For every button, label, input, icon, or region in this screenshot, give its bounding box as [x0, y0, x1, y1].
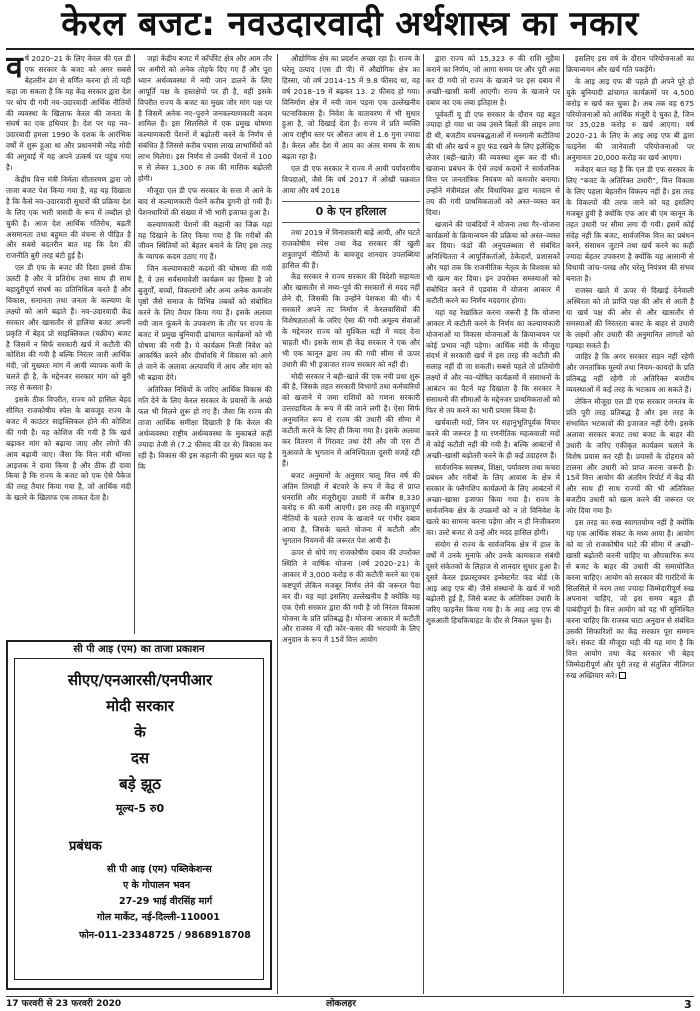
- ad-publisher-line: गोल मार्केट, नई-दिल्ली-110001: [97, 912, 220, 923]
- paragraph: औद्योगिक क्षेत्र का प्रदर्शन अच्छा रहा है। राज्य के घरेलू उत्पाद (एस डी पी) में औद्योगिक क्षेत्र का हिस्सा, जो वर्ष 2014–15 में 9.8 फीसद था, वह वर्ष 2018–19 में बढ़कर 13. 2 फीसद हो गया। विनिर्माण क्षेत्र में नयी जान पड़ना एक उल्लेखनीय घटनाविकास है। निवेश के वातावरण में भी सुधार हुआ है, जो दिखाई देता है। राज्य में प्रति व्यक्ति आय राष्ट्रीय स्तर पर औसत आय से 1.6 गुना ज्यादा है। केरल और देश में आय का अंतर समय के साथ बढ़ता रहा है।: [282, 54, 420, 162]
- ad-phone: फोन-011-23348725 / 9868918708: [79, 930, 251, 941]
- ad-title: सी पी आइ (एम) का ताजा प्रकाशन: [73, 644, 205, 655]
- paragraph: जहां केंद्रीय बजट में कॉर्पोरेट क्षेत्र और आम तौर पर अमीरों को अनेक तोहफे दिए गए हैं और पूरा ध्यान अर्थव्यवस्था में नयी जान डालने के लिए आपूर्ति पक्ष के हस्तक्षेपों पर ही है, वहीं इसके विपरीत राज्य के बजट का मुख्य जोर मांग पक्ष पर है जिसमें अनेक नए–पुराने जनकल्याणकारी कदम शामिल हैं। इस सिलसिले में एक प्रमुख घोषणा कल्याणकारी पेंशनों में बढ़ोतरी करने के निर्णय से संबंधित है जिससे करीब पचास लाख लाभार्थियों को लाभ मिलेगा। इस निर्णय से उनकी पेंशनों में 100 रु से लेकर 1,300 रु तक की मासिक बढ़ोतरी होगी।: [138, 54, 272, 183]
- article-column-4: [426, 54, 560, 996]
- ad-publisher-line: ए के गोपालन भवन: [123, 880, 191, 891]
- column-divider: [563, 54, 564, 994]
- end-square-icon: [619, 672, 626, 679]
- ad-price: मूल्य-5 रु0: [115, 802, 165, 815]
- ad-inner-box: [14, 658, 264, 980]
- paragraph: एल डी एफ सरकार ने राज्य में आयी पर्यावरणीय विपदाओं, जैसे कि वर्ष 2017 में ओखी चक्रवात आया और वर्ष 2018: [282, 164, 420, 195]
- drop-cap: व: [6, 54, 23, 85]
- footer-paper-name: लोकलहर: [326, 999, 356, 1009]
- article-column-2: [138, 54, 272, 678]
- article-column-5: [566, 54, 694, 996]
- paragraph: कल्याणकारी पेंशनों की कहानी का जिक्र यहां यह दिखाने के लिए किया गया है कि गरीबों की जीवन स्थितियों को बेहतर बनाने के लिए इस तरह के व्यापक कदम उठाए गए हैं।: [138, 219, 272, 262]
- author-byline: 0 के एन हरिलाल: [282, 201, 420, 223]
- footer-rule: [6, 996, 694, 997]
- paragraph: केंद्र सरकार ने राज्य सरकार की विदेशी सहायता और खासतौर से मध्य–पूर्व की सरकारों से मदद नहीं लेने दी, जिसकी कि उन्होंने पेशकश की थी। ये सरकारें अपने तट निर्माण में केरलवासियों की विशेषज्ञताओं के जरिए ऐसा की गयी अमूल्य सेवाओं के मद्देनजर राज्य को मुश्किल घड़ी में मदद देना चाहती थी। इसके साथ ही केंद्र सरकार ने एक और भी एक कानून द्वारा तय की गयी सीमा से ऊपर उधारी की भी इजाजत राज्य सरकार को नहीं दी।: [282, 272, 420, 369]
- paragraph: इस तरह का रुख स्वागतयोग्य नहीं है क्योंकि यह एक आर्थिक संकट के मध्य आया है। आयोग को या तो राजकोषीय घाटे की सीमा में अच्छी–खासी बढ़ोतरी करनी चाहिए या औपचारिक रूप से बजट के बाहर की उधारी की समायोजित करना चाहिए। आयोग को सरकार की गारंटियों के सिलसिले में नरम तथा ज्यादा जिम्मेदारीपूर्ण रुख अपनाना चाहिए, जो इस समय बहुत ही पाबंदीपूर्ण है। वित्त आयोग को यह भी सुनिश्चित करना चाहिए कि राजस्व घाटा अनुदान से संबंधित उसकी सिफारिशों का केंद्र सरकार पूरा सम्मान करे। संकट की मौजूदा घड़ी की यह मांग है कि वित्त आयोग तथा केंद्र सरकार भी बेहद जिम्मेदारीपूर्ण और पूरी तरह से संतुलित नीतिगत रुख अख्तियार करे।: [566, 518, 694, 680]
- footer-date: 17 फरवरी से 23 फरवरी 2020: [6, 999, 122, 1009]
- paragraph: एल डी एफ के बजट की दिशा इससे ठीक उलटी है और वे प्रतिरोध तथा साथ ही साथ बहादुरीपूर्ण संघर्ष का प्रतिनिधित्व करते हैं और विकास, समानता तथा जनता के कल्याण के लक्ष्यों को आगे बढ़ाते हैं। नव–उदारवादी केंद्र सरकार और खासतौर से हालिया बजट अपनी प्रकृति में बेहद प्रो साइक्लिकल (चक्रीय) बजट है जिसमें न सिर्फ सरकारी खर्च में कटौती की कोशिश की गयी है बल्कि निरंतर जारी आर्थिक मंदी, जो मुख्यतः मांग में आयी व्यापक कमी के चलते ही है, के मद्देनजर सरकार मांग को बुरी तरह से कसता है।: [6, 263, 131, 393]
- paragraph: जाहिर है कि अगर सरकार सड़न नहीं रहेगी और जनतांत्रिक मूल्यों तथा नियम–कायदों के प्रति प्रतिबद्ध नहीं रहेगी तो अतिरिक्त बजटीय व्यवस्थाओं में कई तरह के भटकाव आ सकते हैं।: [566, 352, 694, 395]
- paragraph: बजट अनुमानों के अनुसार चालू वित्त वर्ष की अंतिम तिमाही में बंटवारे के रूप में केंद्र से प्राप्त धनराशि और मंजूरीशुदा उधारी में करीब 8,330 करोड़ रु की कमी आएगी। इस तरह की शत्रुतापूर्ण नीतियों के चलते राज्य के खजाने पर गंभीर दबाव आया है, जिसके चलते योजना में कटौती और भुगतान नियमनों की जरूरत पेश आयी है।: [282, 470, 420, 546]
- paragraph: द्वारा राज्य को 15,323 रु की राशि मुहैया कराने का निर्णय, जो आगा समय पर और पूरी अदा कर दी गयी तो राज्य के खजाने पर इस दबाव में अच्छी–खासी कमी आएगी। राज्य के खजाने पर दबाव का एक लंबा इतिहास है।: [426, 54, 560, 107]
- paragraph: पूर्ववर्ती यू डी एफ सरकार के दौरान यह बहुत ज्यादा हो गया था जब उसने बिलों की लाइन लगा दी थी, बजटीय वचनबद्धताओं में मनमानी कटौतियां की थी और खर्च न हुए फंड रखने के लिए इलेक्ट्रिक लेजर (बही–खाते) की व्यवस्था शुरू कर दी थी। खजाना प्रबंधन के ऐसे तदर्थ कदमों ने सार्वजनिक वित्त पर जनतांत्रिक नियंत्रण को कमजोर बनाया। उन्होंने मंत्रीमंडल और विधायिका द्वारा मतदान से तय की गयी प्राथमिकताओं को अस्त–व्यस्त कर दिया।: [426, 109, 560, 217]
- footer-page-number: 3: [684, 998, 692, 1011]
- paragraph: मोदी सरकार ने बही–खाते की एक नयी प्रथा शुरू की है, जिसके तहत सरकारी विभागों तथा कर्मचारियों को खजाने में जमा राशियों को गणना सरकारी उत्तरदायित्व के रूप में की जाने लगी है। ऐसा सिर्फ अनुमानित रूप से राज्य की उधारी की सीमा में कटौती करने के लिए ही किया गया है। इसके अलावा कर वितरण में गिरावट तथा देरी और जी एस टी मुआवजे के भुगतान में अनिश्चितता दूसरी वजहें रही हैं।: [282, 371, 420, 468]
- paragraph: लेकिन मौजूदा एल डी एफ सरकार जनतंत्र के प्रति पूरी तरह प्रतिबद्ध है और इस तरह के संभावित भटकावों की इजाजत नहीं देगी। इसके अलावा सरकार बजट तथा बजट के बाहर की उधारी के जरिए एकीकृत कार्यक्रम चलाने के विशेष प्रयास कर रही है। प्रयासों के दोहराव को टालना और उधारी को प्राप्त करना जरूरी है। 15वें वित्त आयोग की अंतरिम रिपोर्ट में केंद्र की और साथ ही साथ राज्यों की भी अतिरिक्त बजटीय उधारी को खत्म करने की जरूरत पर जोर दिया गया है।: [566, 397, 694, 516]
- paragraph: इसके ठीक विपरीत, राज्य को हासिल बेहद सीमित राजकोषीय स्पेस के बावजूद राज्य के बजट में काउंटर साइक्लिकल होने की कोशिश की गयी है। यह कोशिश की गयी है कि खर्च बढ़ाकर मांग को बढ़ाया जाए और लोगों की आय बढ़ायी जाए। जैसा कि वित्त मंत्री थॉमस आइजक ने दावा किया है और ठीक ही दावा किया है कि राज्य के बजट को एक ऐसे पैकेज की तरह तैयार किया गया है, जो आर्थिक मंदी के खतरे के खिलाफ एक ताकत देता है।: [6, 395, 131, 503]
- paragraph: केंद्रीय वित्त मंत्री निर्मला सीतारमण द्वारा जो ताजा बजट पेश किया गया है, वह यह दिखाता है कि कैसे नव–उदारवादी सुधारों की प्रक्रिया देश के लिए एक भारी त्रासदी के रूप में तब्दील हो चुकी है। आज देश आर्थिक गतिरोध, बढ़ती असमानता तथा बहुमत की वंचना से पीड़ित है और सबसे बदतरीन बात यह कि देश की राजनीति बुरी तरह बंटी हुई है।: [6, 174, 131, 261]
- paragraph: ऊपर से थोपे गए राजकोषीय दबाव की उपरोक्त स्थिति ने वार्षिक योजना (वर्ष 2020–21) के आकार में 3,000 करोड़ रु की कटौती करने का एक कष्टपूर्ण लेकिन मजबूर निर्णय लेने की जरूरत पैदा कर दी। यह यहां इसलिए उल्लेखनीय है क्योंकि यह एक ऐसी सरकार द्वारा की गयी है जो निरंतर विकास योजना के प्रति प्रतिबद्ध है। योजना आकार में कटौती और राजस्व में रही कोर–कसर की भरपायी के लिए अनुदान के रूप में 15वें वित्त आयोग: [282, 548, 420, 645]
- paragraph: मजेदार बात यह है कि एल डी एफ सरकार के लिए “बजट के अतिरिक्त उधारी”, वित्त विकास के लिए पहला बेहतरीन विकल्प नहीं है। इस तरह के विकल्पों की तरफ जाने को यह इसलिए मजबूर हुयी है क्योंकि एफ आर बी एम कानून के तहत उधारी पर सीमा लगा दी गयी। इसमें कोई संदेह नहीं कि बजट, सार्वजनिक वित्त का प्रबंधन करने, संसाधन जुटाने तथा खर्च करने का कहीं ज्यादा बेहतर उपकरण है क्योंकि यह आसानी से विधायी जांच–परख और घरेलू नियंत्रण की संभव बनाता है।: [566, 165, 694, 284]
- paragraph: इसलिए इस वर्ष के दौरान परियोजनाओं का क्रियान्वयन और खर्च गति पकड़ेंगे।: [566, 54, 694, 74]
- article-column-3: [282, 54, 420, 996]
- paragraph: सार्वजनिक स्वास्थ्य, शिक्षा, पर्यावरण तथा कचरा प्रबंधन और गरीबों के लिए आवास के क्षेत्र में सरकार के फ्लैगशिप कार्यक्रमों के लिए आबंटनों में अच्छा–खासा इजाफा किया गया है। राज्य के सार्वजनिक क्षेत्र के उपक्रमों को न तो विनिवेश के खतरे का सामना करना पड़ेगा और न ही निजीकरण का। उल्टे बजट से उन्हें और मदद हासिल होगी।: [426, 462, 560, 537]
- paragraph: वर्ष 2020–21 के लिए केरल की एल डी एफ सरकार के बजट को अगर सबसे बेहतरीन ढंग से वर्णित करना हो तो यही कहा जा सकता है कि यह केंद्र सरकार द्वारा देश पर थोप दी गयी नव–उदारवादी आर्थिक नीतियों की व्यवस्था के खिलाफ केरल की जनता के संघर्ष का एक हथियार है। देश पर यह नव–उदारवादी हमला 1990 के दशक के आरंभिक वर्षों में शुरू हुआ था और प्रधानमंत्री नरेंद्र मोदी की अगुवाई में यह अपने उत्कर्ष पर पहुंच गया है।: [6, 54, 131, 173]
- paragraph: जिन कल्याणकारी कदमों की घोषणा की गयी है, वे उस सर्वसमावेशी कार्यक्रम का हिस्सा है जो बुजुर्गों, बच्चों, विकलांगों और अन्य अनेक कमजोर पृष्ठों जैसे समाज के विभिन्न तबकों को संबोधित करने के लिए तैयार किया गया है। इसके अलावा नयी जान फूंकने के उपकरण के तौर पर राज्य के बजट में प्रमुख बुनियादी ढांचागत कार्यक्रमों को भी घोषणा की गयी है। ये कार्यक्रम निजी निवेश को आकर्षित करने और दीर्घावधि में विकास को आगे ले जाने के अलावा अल्पावधि में आय और मांग को भी बढ़ावा देंगे।: [138, 264, 272, 383]
- ad-book-title-line2: मोदी सरकार: [106, 697, 174, 715]
- ad-book-title-line3: के: [134, 723, 146, 741]
- paragraph: राजस्व खाते में ऊपर से दिखाई देनेवाली अस्थिरता को तो प्राप्ति पक्ष की ओर से आती है या खर्च पक्ष की ओर से और खासतौर से समस्याओं की निरंतरता बजट के बाहर से उधारी के लक्ष्यों और उधारी की अनुमानित लागतों को गड़बड़ा सकते हैं।: [566, 286, 694, 350]
- paragraph: के आइ आइ एफ बी पहले ही अपने पूरे हो चुके बुनियादी ढांचागत कार्यक्रमों पर 4,500 करोड़ रु खर्च कर चुका है। अब तक वह 675 परियोजनाओं को आर्थिक मंजूरी दे चुका है, जिन पर 35,028 करोड़ रु खर्च आएगा। वर्ष 2020–21 के लिए के आइ आइ एफ बी द्वारा फाइनेंस की जानेवाली परियोजनाओं पर अनुमानतः 20,000 करोड़ का खर्च आएगा।: [566, 76, 694, 163]
- paragraph: अतिरिक्त निधियों के जरिए आर्थिक विकास की गति देने के लिए केरल सरकार के प्रयासों के अच्छे फल भी मिलने शुरू हो गए हैं। जैसा कि राज्य की ताजा आर्थिक समीक्षा दिखाती है कि केरल की अर्थव्यवस्था राष्ट्रीय अर्थव्यवस्था के मुकाबले कहीं ज्यादा तेजी से (7.2 फीसद की दर से) विकास कर रही है। विकास की इस कहानी की मुख्य बात यह है कि: [138, 385, 272, 471]
- ad-publisher-line: 27-29 भाई वीरसिंह मार्ग: [119, 896, 213, 907]
- headline: केरल बजट: नवउदारवादी अर्थशास्त्र का नकार: [61, 4, 639, 44]
- paragraph: खजाने की पाबंदियों ने योजना तथा गैर–योजना कार्यक्रमों के क्रियान्वयन की प्रक्रिया को अस्त–व्यस्त कर दिया। फंडों की अनुपलब्धता से संबंधित अनिश्चितता ने आपूर्तिकर्ताओं, ठेकेदारों, प्रशासकों और यहां तक कि राजनीतिक नेतृत्व के विश्वास को भी खत्म कर दिया। इन उपरोक्त समस्याओं को संबोधित करने में एडवांस में योजना आकार में कटौती करने का निर्णय मददगार होगा।: [426, 219, 560, 305]
- paragraph: यहां यह रेखांकित करना जरूरी है कि योजना आकार में कटौती करने के निर्णय का कल्याणकारी योजनाओं या विकास योजनाओं के क्रियान्वयन पर कोई प्रभाव नहीं पड़ेगा। आर्थिक मंदी के मौजूदा संदर्भ में सरकारी खर्च में इस तरह की कटौती की सलाह नहीं दी जा सकती। सबसे पहले तो प्रतियोगी लक्ष्यों में और नव–घोषित कार्यक्रमों में संसाधनों के आबंटन का पैटर्न यह दिखाता है कि सरकार ने संसाधनों की सीमाओं के मद्देनजर प्राथमिकताओं को फिर से तय करने का भारी प्रयास किया है।: [426, 307, 560, 415]
- column-divider: [423, 54, 424, 994]
- paragraph: तथा 2019 में विनाशकारी बाढ़ें आयी, और घटते राजकोषीय स्पेस तथा केंद्र सरकार की खुली शत्रुतापूर्ण नीतियों के बावजूद शानदार उपलब्धियां हासिल की हैं।: [282, 227, 420, 270]
- ad-book-title-line4: दस: [130, 749, 150, 767]
- paragraph: खर्चवाली मदों, जिन पर सहानुभूतिपूर्वक विचार करने की जरूरत है या रणनीतिक महत्ववाली मदों में कोई कटौती नहीं की गयी है। बल्कि आबंटनों में अच्छी–खासी बढ़ोतरी करने के ही कई उदाहरण हैं।: [426, 417, 560, 460]
- ad-publisher-line: सी पी आइ (एम) पब्लिकेशन्स: [107, 864, 212, 875]
- ad-book-title-line5: बड़े झूठ: [119, 775, 161, 793]
- headline-rule: [6, 48, 694, 50]
- column-divider: [134, 54, 135, 634]
- ad-manager-label: प्रबंधक: [69, 839, 102, 854]
- paragraph: संयोग से राज्य के सार्वजनिक क्षेत्र में हाल के वर्षों में उनके मुनाफे और उनके कामकाज संबंधी दूसरे संकेतकों के लिहाज से शानदार सुधार हुआ है। दूसरे केरल इंफ्रास्ट्रक्चर इन्वेस्टमेंट फंड बोर्ड (के आइ आइ एफ बी) जैसे संस्थानों के खर्च में भारी बढ़ोतरी हुई है, जिसे बजट के अतिरिक्त उधारी के जरिए फाइनेंस किया गया है। के आइ आइ एफ बी शुरुआती हिचकिचाहट के दौर से निकल चुका है।: [426, 539, 560, 626]
- article-column-1: [6, 54, 131, 630]
- publication-advertisement: [6, 640, 272, 990]
- column-divider: [277, 54, 278, 994]
- paragraph: मौजूदा एल डी एफ सरकार के सत्ता में आने के बाद से कल्याणकारी पेंशनें करीब दुगनी हो गयी हैं। पेंशनधारियों की संख्या में भी भारी इजाफा हुआ है।: [138, 185, 272, 217]
- ad-book-title-line1: सीएए/एनआरसी/एनपीआर: [67, 671, 213, 689]
